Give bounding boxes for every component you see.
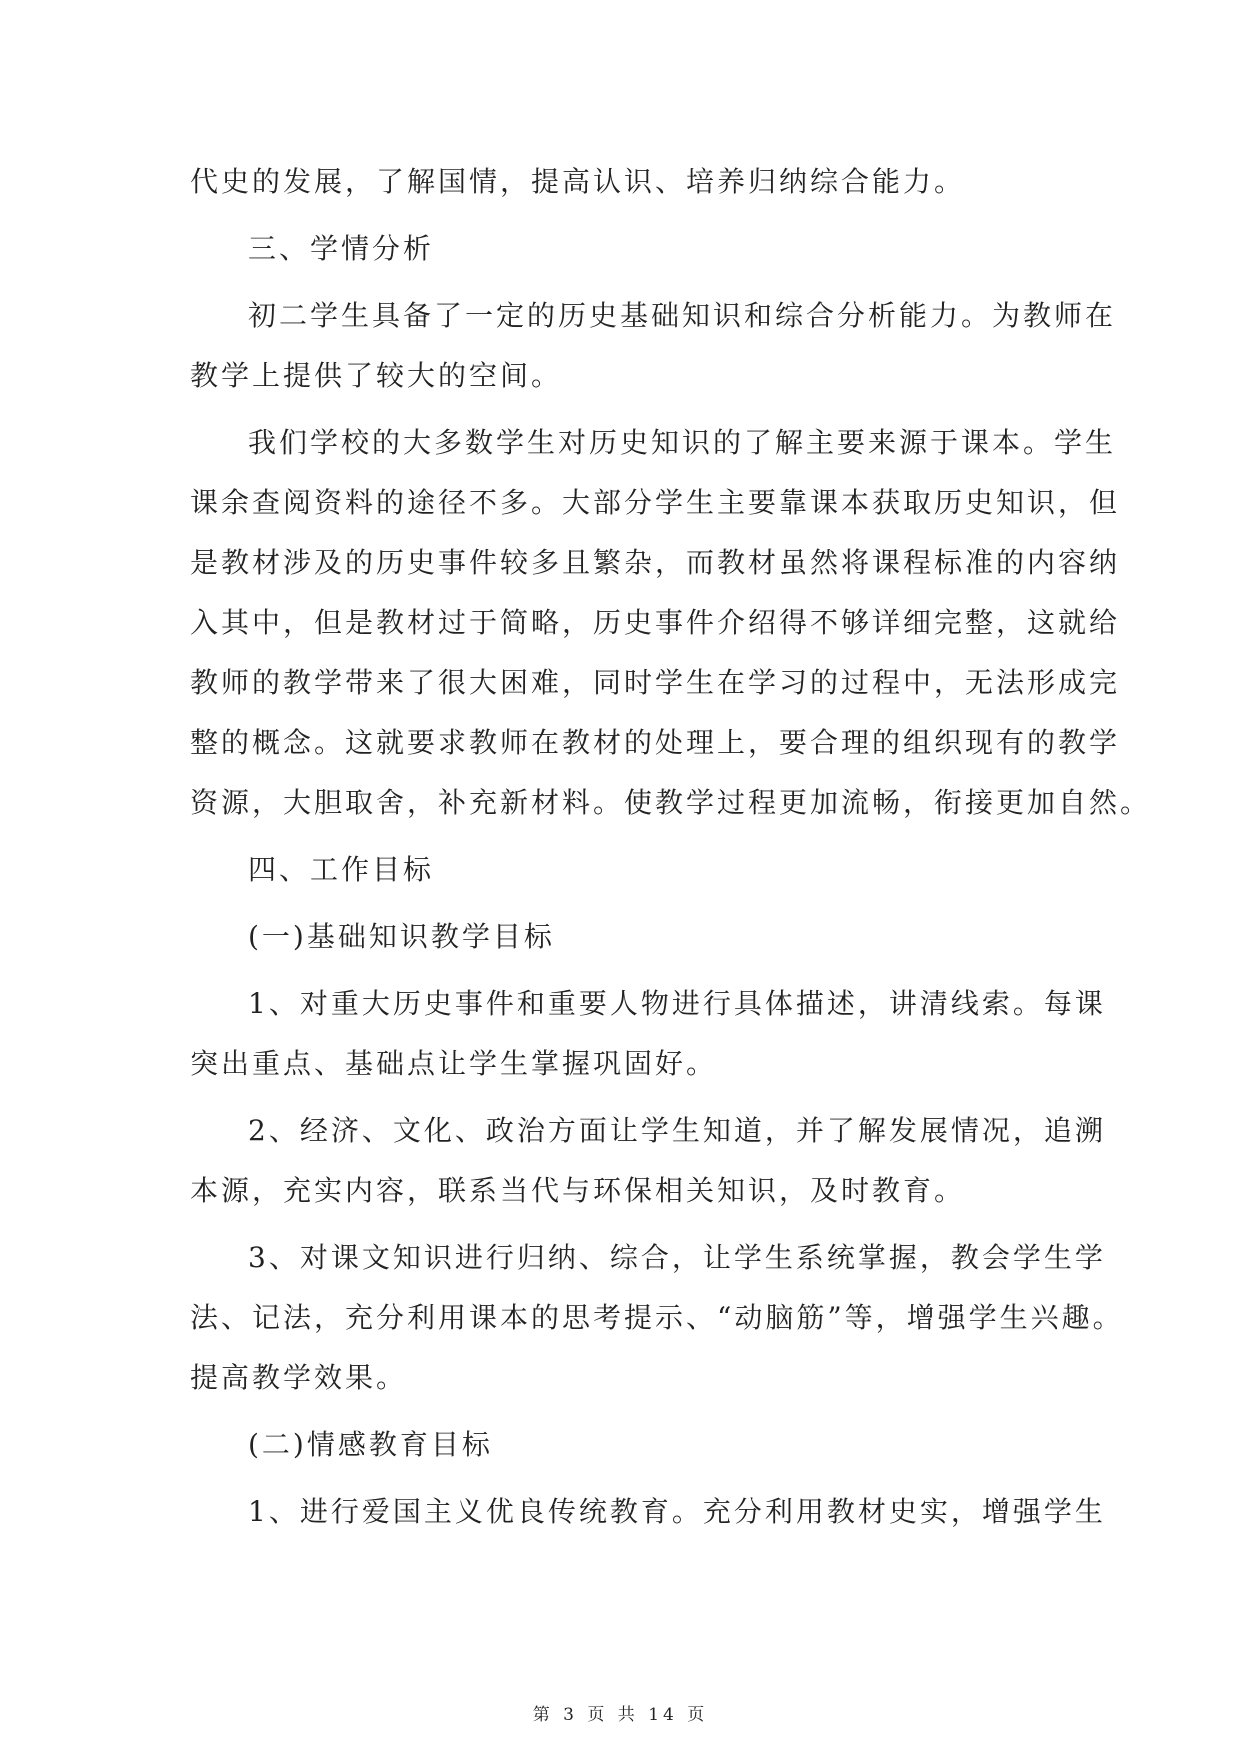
paragraph-line: 资源，大胆取舍，补充新材料。使教学过程更加流畅，衔接更加自然。 (190, 786, 1152, 819)
paragraph-line: 教学上提供了较大的空间。 (190, 359, 563, 392)
page-number-footer: 第 3 页 共 14 页 (532, 1705, 709, 1725)
paragraph-line: 1、对重大历史事件和重要人物进行具体描述，讲清线索。每课 (248, 987, 1106, 1020)
paragraph-line: 入其中，但是教材过于简略，历史事件介绍得不够详细完整，这就给 (190, 606, 1121, 639)
paragraph-line: 本源，充实内容，联系当代与环保相关知识，及时教育。 (190, 1174, 966, 1207)
text-line: 代史的发展，了解国情，提高认识、培养归纳综合能力。 (190, 165, 966, 198)
paragraph-line: 课余查阅资料的途径不多。大部分学生主要靠课本获取历史知识，但 (190, 486, 1121, 519)
section-heading: 三、学情分析 (248, 232, 435, 265)
paragraph-line: 我们学校的大多数学生对历史知识的了解主要来源于课本。学生 (248, 426, 1117, 459)
paragraph-line: 是教材涉及的历史事件较多且繁杂，而教材虽然将课程标准的内容纳 (190, 546, 1121, 579)
section-heading: 四、工作目标 (248, 853, 435, 886)
paragraph-line: 1、进行爱国主义优良传统教育。充分利用教材史实，增强学生 (248, 1495, 1106, 1528)
paragraph-line: 提高教学效果。 (190, 1361, 408, 1394)
paragraph-line: 2、经济、文化、政治方面让学生知道，并了解发展情况，追溯 (248, 1114, 1106, 1147)
paragraph-line: 初二学生具备了一定的历史基础知识和综合分析能力。为教师在 (248, 299, 1117, 332)
paragraph-line: 整的概念。这就要求教师在教材的处理上，要合理的组织现有的教学 (190, 726, 1121, 759)
paragraph-line: 3、对课文知识进行归纳、综合，让学生系统掌握，教会学生学 (248, 1241, 1106, 1274)
subsection-heading: (二)情感教育目标 (248, 1428, 493, 1461)
paragraph-line: 法、记法，充分利用课本的思考提示、“动脑筋”等，增强学生兴趣。 (190, 1301, 1124, 1334)
paragraph-line: 突出重点、基础点让学生掌握巩固好。 (190, 1047, 718, 1080)
document-body (190, 152, 1152, 1542)
subsection-heading: (一)基础知识教学目标 (248, 920, 555, 953)
paragraph-line: 教师的教学带来了很大困难，同时学生在学习的过程中，无法形成完 (190, 666, 1121, 699)
